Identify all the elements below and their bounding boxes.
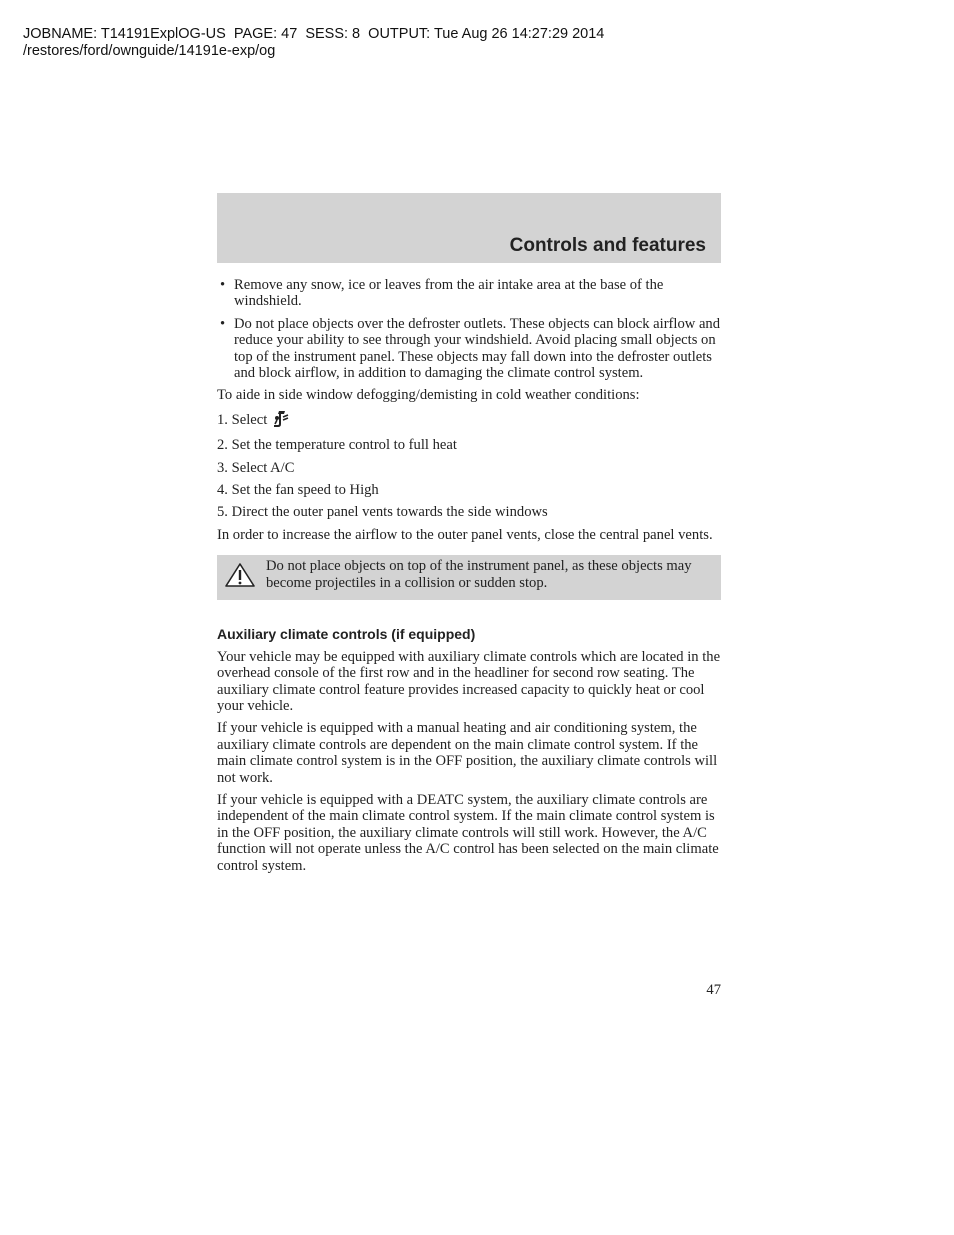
step-list [217,410,721,521]
aux-paragraph: If your vehicle is equipped with a DEATC system, the auxiliary climate controls are independent of the main climate control system. If the main climate control system is in the OFF position, the auxiliary climate controls will still work. However, the A/C function will not operate unless the A/C control has been selected on the main climate control system. [217,791,719,874]
job-header-line1: JOBNAME: T14191ExplOG-US PAGE: 47 SESS: 8 OUTPUT: Tue Aug 26 14:27:29 2014 [23,26,605,42]
list-item [217,277,721,310]
section-header-band [217,193,721,263]
step-text: 1. Select [217,411,268,428]
defrost-mode-icon [272,410,290,431]
warning-box [217,555,721,600]
defog-intro: To aide in side window defogging/demisting in cold weather conditions: [217,387,640,404]
page-number: 47 [706,982,721,998]
step-text: 5. Direct the outer panel vents towards the side windows [217,504,548,521]
step-text: 4. Set the fan speed to High [217,482,379,499]
job-header-line2: /restores/ford/ownguide/14191e-exp/og [23,43,276,59]
bullet-symbol: • [220,315,226,332]
step-item [217,437,721,453]
bullet-text: Remove any snow, ice or leaves from the air intake area at the base of the windshield. [234,277,664,310]
bullet-list [217,277,721,381]
aux-paragraph: If your vehicle is equipped with a manual heating and air conditioning system, the auxiliary climate controls are dependent on the main climate control system. If the main climate control system is in the OFF position, the auxiliary climate controls will not work. [217,720,718,786]
step-item [217,410,721,431]
page-content [217,277,721,880]
bullet-text: Do not place objects over the defroster outlets. These objects can block airflow and reduce your ability to see through your windshield. Avoid placing small objects on top of the instrument panel. These objects may fall down into the defroster outlets and block airflow, in addition to damaging the climate control system. [234,315,721,382]
aux-heading: Auxiliary climate controls (if equipped) [217,626,476,643]
aux-paragraph: Your vehicle may be equipped with auxiliary climate controls which are located in the overhead console of the first row and in the headliner for second row seating. The auxiliary climate control feature provides increased capacity to quickly heat or cool your vehicle. [217,648,721,714]
airflow-note: In order to increase the airflow to the outer panel vents, close the central panel vents. [217,526,713,543]
bullet-symbol: • [220,277,226,293]
step-text: 2. Set the temperature control to full heat [217,437,457,454]
step-item [217,482,721,498]
warning-text: Do not place objects on top of the instrument panel, as these objects may become projectiles in a collision or sudden stop. [266,558,692,591]
warning-triangle-icon [224,562,256,592]
job-header [23,26,604,60]
step-item [217,504,721,520]
step-item [217,460,721,476]
list-item [217,316,721,382]
section-title: Controls and features [509,235,706,256]
step-text: 3. Select A/C [217,459,295,476]
